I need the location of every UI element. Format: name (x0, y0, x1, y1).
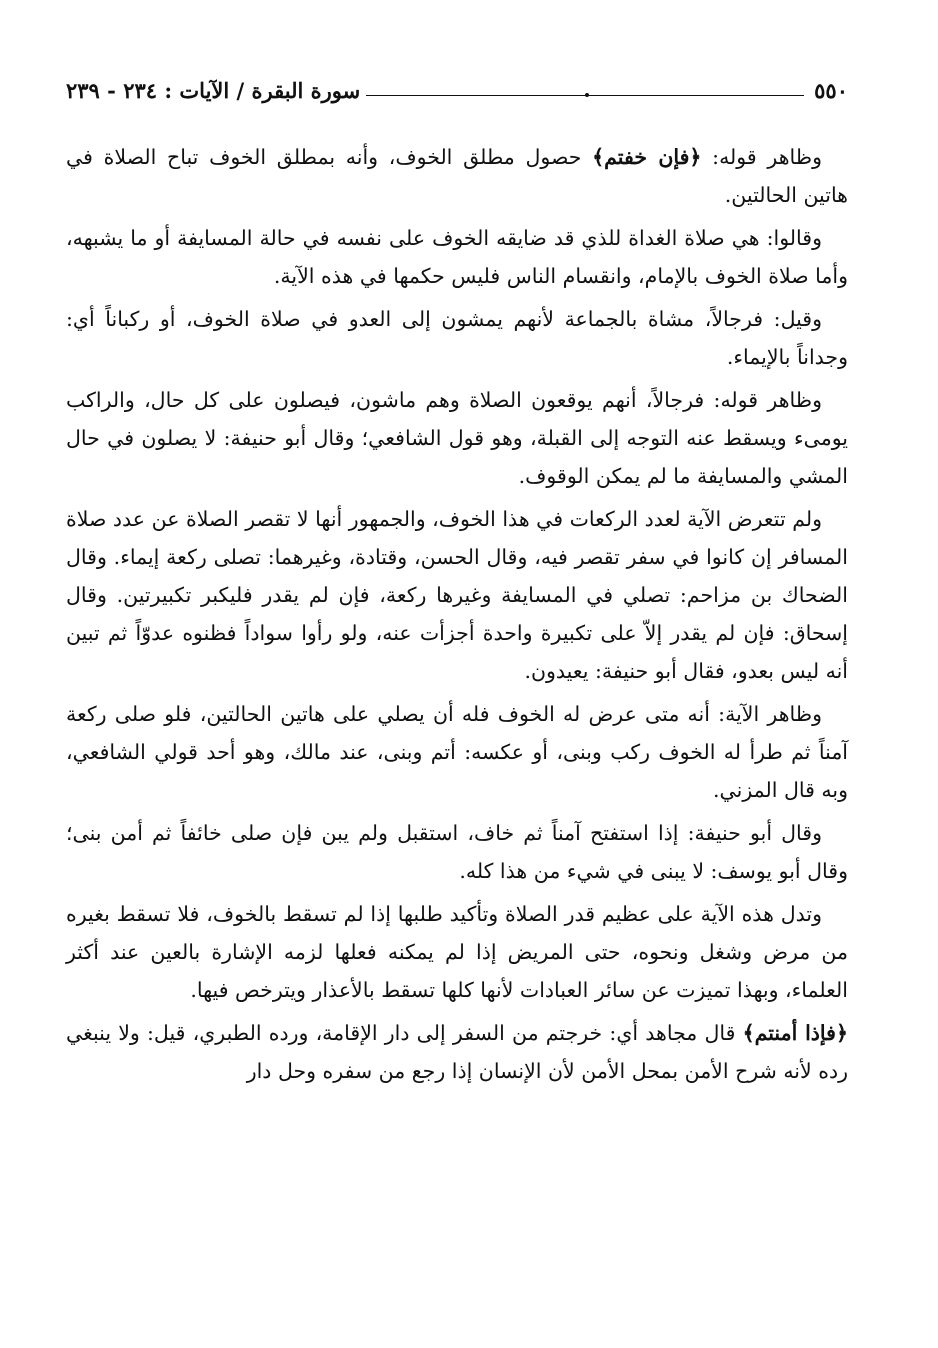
paragraph-text: وظاهر قوله: (701, 145, 822, 169)
page-header (66, 70, 848, 110)
paragraph-text: قال مجاهد أي: خرجتم من السفر إلى دار الإقامة، ورده الطبري، قيل: ولا ينبغي رده لأنه شرح الأمن بمحل الأمن لأن الإنسان إذا رجع من سفره وحل دار (66, 1021, 848, 1083)
paragraph-text: حصول مطلق الخوف، وأنه بمطلق الخوف تباح الصلاة في هاتين الحالتين. (66, 145, 848, 207)
book-page (66, 70, 848, 1095)
page-number: ٥٥٠ (814, 77, 848, 103)
paragraph: ولم تتعرض الآية لعدد الركعات في هذا الخوف، والجمهور أنها لا تقصر الصلاة عن عدد صلاة المسافر إن كانوا في سفر تقصر فيه، وقال الحسن، وقتادة، وغيرهما: تصلى ركعة إيماء. وقال الضحاك بن مزاحم: تصلي في المسايفة وغيرها ركعة، فإن لم يقدر فليكبر تكبيرتين. وقال إسحاق: فإن لم يقدر إلاّ على تكبيرة واحدة أجزأت عنه، ولو رأوا سواداً فظنوه عدوّاً ثم تبين أنه ليس بعدو، فقال أبو حنيفة: يعيدون. (66, 507, 848, 683)
body-text (66, 138, 848, 1090)
header-rule (366, 95, 804, 96)
paragraph: وقال أبو حنيفة: إذا استفتح آمناً ثم خاف، استقبل ولم يبن فإن صلى خائفاً ثم أمن بنى؛ وقال أبو يوسف: لا يبنى في شيء من هذا كله. (66, 821, 848, 883)
paragraph: وتدل هذه الآية على عظيم قدر الصلاة وتأكيد طلبها إذا لم تسقط بالخوف، فلا تسقط بغيره من مرض وشغل ونحوه، حتى المريض إذا لم يمكنه فعلها لزمه الإشارة بالعين عند أكثر العلماء، وبهذا تميزت عن سائر العبادات لأنها كلها تسقط بالأعذار ويترخص فيها. (66, 902, 848, 1002)
running-title: سورة البقرة / الآيات : ٢٣٤ - ٢٣٩ (66, 77, 361, 103)
quran-quote: ﴿فإذا أمنتم﴾ (742, 1021, 848, 1045)
paragraph: وقالوا: هي صلاة الغداة للذي قد ضايقه الخوف على نفسه في حالة المسايفة أو ما يشبهه، وأما صلاة الخوف بالإمام، وانقسام الناس فليس حكمها في هذه الآية. (66, 226, 848, 288)
quran-quote: ﴿فإن خفتم﴾ (592, 145, 702, 169)
paragraph (66, 1014, 848, 1090)
paragraph: وظاهر قوله: فرجالاً، أنهم يوقعون الصلاة وهم ماشون، فيصلون على كل حال، والراكب يومىء ويسقط عنه التوجه إلى القبلة، وهو قول الشافعي؛ وقال أبو حنيفة: لا يصلون في حال المشي والمسايفة ما لم يمكن الوقوف. (66, 388, 848, 488)
paragraph (66, 138, 848, 214)
paragraph: وظاهر الآية: أنه متى عرض له الخوف فله أن يصلي على هاتين الحالتين، فلو صلى ركعة آمناً ثم طرأ له الخوف ركب وبنى، أو عكسه: أتم وبنى، عند مالك، وهو أحد قولي الشافعي، وبه قال المزني. (66, 702, 848, 802)
paragraph: وقيل: فرجالاً، مشاة بالجماعة لأنهم يمشون إلى العدو في صلاة الخوف، أو ركباناً أي: وجداناً بالإيماء. (66, 307, 848, 369)
